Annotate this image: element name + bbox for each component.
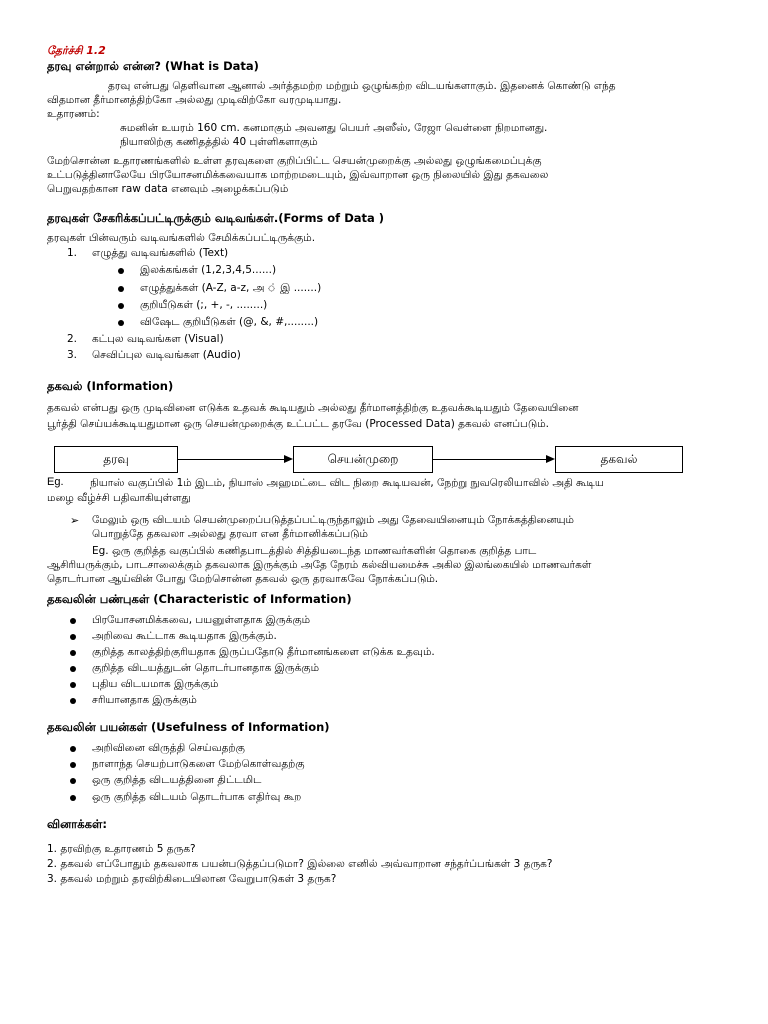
paragraph-line: தகவல் என்பது ஒரு முடிவினை எடுக்க உதவக் கூடியதும் அல்லது தீர்மானத்திற்கு உதவக்கூடியதும் தேவையினை — [47, 402, 579, 414]
section-title-forms-of-data: தரவுகள் சேகரிக்கப்பட்டிருக்கும் வடிவங்கள்.(Forms of Data ) — [47, 211, 385, 225]
list-item: புதிய விடயமாக இருக்கும் — [92, 678, 219, 690]
paragraph-line — [47, 80, 719, 93]
arrowhead-icon — [284, 455, 293, 463]
list-item: குறித்த விடயத்துடன் தொடர்பானதாக இருக்கும் — [92, 662, 320, 674]
section-title-what-is-data: தரவு என்றால் என்ன? (What is Data) — [47, 59, 259, 73]
bullet-icon — [70, 666, 76, 672]
list-item: அறிவை கூட்டாக கூடியதாக இருக்கும். — [92, 630, 277, 642]
list-item: எழுத்து வடிவங்களில் (Text) — [92, 247, 229, 259]
question-item: 2. தகவல் எப்போதும் தகவலாக பயன்படுத்தப்படுமா? இல்லை எனில் அவ்வாறான சந்தர்ப்பங்கள் 3 தருக? — [47, 858, 553, 870]
bullet-icon — [70, 682, 76, 688]
flow-arrow-line — [433, 459, 546, 460]
list-item: குறித்த காலத்திற்குரியதாக இருப்பதோடு தீர்மானங்களை எடுக்க உதவும். — [92, 646, 435, 658]
paragraph-line: பெறுவதற்கான raw data எனவும் அழைக்கப்படும் — [47, 183, 289, 195]
list-item: ஒரு குறித்த விடயத்தினை திட்டமிட — [92, 774, 262, 786]
paragraph-line: ஆசிரியருக்கும், பாடசாலைக்கும் தகவலாக இருக்கும் அதே நேரம் கல்வியமைச்சு அகில இலங்கையில் மாணவர்கள் — [47, 559, 592, 571]
paragraph-text: தரவு என்பது தெளிவான ஆனால் அர்த்தமற்ற மற்றும் ஒழுங்கற்ற விடயங்களாகும். இதனைக் கொண்டு எந்த — [108, 80, 616, 92]
bullet-icon — [70, 762, 76, 768]
paragraph-line: மழை வீழ்ச்சி பதிவாகியுள்ளது — [47, 492, 191, 504]
lesson-number: தேர்ச்சி 1.2 — [47, 44, 106, 57]
paragraph-line: உட்படுத்தினாலேயே பிரயோசனமிக்கவையாக மாற்றமடையும், இவ்வாறான ஒரு நிலையில் இது தகவலை — [47, 169, 549, 181]
paragraph-line: பொறுத்தே தகவலா அல்லது தரவா என தீர்மானிக்கப்படும் — [92, 528, 368, 540]
question-item: 1. தரவிற்கு உதாரணம் 5 தருக? — [47, 843, 196, 855]
flow-box-data: தரவு — [54, 446, 178, 473]
bullet-icon — [118, 303, 124, 309]
list-item: கட்புல வடிவங்கள (Visual) — [92, 333, 224, 345]
paragraph-line: மேற்சொன்ன உதாரணங்களில் உள்ள தரவுகளை குறிப்பிட்ட செயன்முறைக்கு அல்லது ஒழுங்கமைப்புக்கு — [47, 155, 542, 167]
bullet-icon — [70, 778, 76, 784]
bullet-icon — [118, 286, 124, 292]
list-item: பிரயோசனமிக்கவை, பயனுள்ளதாக இருக்கும் — [92, 614, 311, 626]
question-item: 3. தகவல் மற்றும் தரவிற்கிடையிலான வேறுபாடுகள் 3 தருக? — [47, 873, 337, 885]
list-item: சரியானதாக இருக்கும் — [92, 694, 197, 706]
arrow-bullet-icon: ➢ — [70, 514, 80, 527]
paragraph-line: விதமான தீர்மானத்திற்கோ அல்லது முடிவிற்கோ வரமுடியாது. — [47, 94, 342, 106]
section-title-questions: வினாக்கள்: — [47, 817, 107, 831]
list-number: 3. — [67, 349, 78, 361]
flow-box-information: தகவல் — [555, 446, 683, 473]
bullet-icon — [70, 746, 76, 752]
flow-arrow-line — [178, 459, 284, 460]
example-label: Eg. — [47, 476, 64, 488]
paragraph-line: தொடர்பான ஆய்வின் போது மேற்சொன்ன தகவல் ஒரு தரவாகவே நோக்கப்படும். — [47, 573, 439, 585]
list-item: நாளாந்த செயற்பாடுகளை மேற்கொள்வதற்கு — [92, 758, 305, 770]
example-label: உதாரணம்: — [47, 108, 100, 120]
example-line: நியாஸிற்கு கணிதத்தில் 40 புள்ளிகளாகும் — [120, 136, 318, 148]
flow-box-process: செயன்முறை — [293, 446, 433, 473]
paragraph-line: நியாஸ் வகுப்பில் 1ம் இடம், நியாஸ் அஹமட்டை விட நிறை கூடியவன், நேற்று நுவரெலியாவில் அதி கூடிய — [90, 477, 604, 489]
paragraph-line: பூர்த்தி செய்யக்கூடியதுமான ஒரு செயன்முறைக்கு உட்பட்ட தரவே (Processed Data) தகவல் எனப்படும். — [47, 418, 549, 430]
list-number: 1. — [67, 247, 78, 259]
sub-list-item: விஷேட குறியீடுகள் (@, &, #,........) — [140, 316, 319, 328]
bullet-icon — [70, 795, 76, 801]
arrowhead-icon — [546, 455, 555, 463]
bullet-icon — [118, 320, 124, 326]
sub-list-item: குறியீடுகள் (;, +, -, ........) — [140, 299, 268, 311]
bullet-icon — [70, 698, 76, 704]
paragraph-line: தரவுகள் பின்வரும் வடிவங்களில் சேமிக்கப்பட்டிருக்கும். — [47, 232, 316, 244]
example-line: சுமனின் உயரம் 160 cm. கனமாகும் அவனது பெயர் அஸீஸ், ரேஜா வெள்ளை நிறமானது. — [120, 122, 548, 134]
section-title-characteristics: தகவலின் பண்புகள் (Characteristic of Information) — [47, 592, 352, 606]
bullet-icon — [70, 618, 76, 624]
bullet-icon — [70, 634, 76, 640]
bullet-icon — [118, 268, 124, 274]
list-number: 2. — [67, 333, 78, 345]
list-item: அறிவினை விருத்தி செய்வதற்கு — [92, 742, 245, 754]
bullet-icon — [70, 650, 76, 656]
sub-list-item: எழுத்துக்கள் (A-Z, a-z, அ ் இ .......) — [140, 282, 322, 294]
sub-list-item: இலக்கங்கள் (1,2,3,4,5......) — [140, 264, 277, 276]
list-item: செவிப்புல வடிவங்கள (Audio) — [92, 349, 241, 361]
section-title-usefulness: தகவலின் பயன்கள் (Usefulness of Information) — [47, 720, 330, 734]
paragraph-line: Eg. ஒரு குறித்த வகுப்பில் கணிதபாடத்தில் சித்தியடைந்த மாணவர்களின் தொகை குறித்த பாட — [92, 545, 537, 557]
paragraph-line: மேலும் ஒரு விடயம் செயன்முறைப்படுத்தப்பட்டிருந்தாலும் அது தேவையினையும் நோக்கத்தினையும் — [92, 514, 574, 526]
section-title-information: தகவல் (Information) — [47, 379, 174, 393]
list-item: ஒரு குறித்த விடயம் தொடர்பாக எதிர்வு கூற — [92, 791, 302, 803]
